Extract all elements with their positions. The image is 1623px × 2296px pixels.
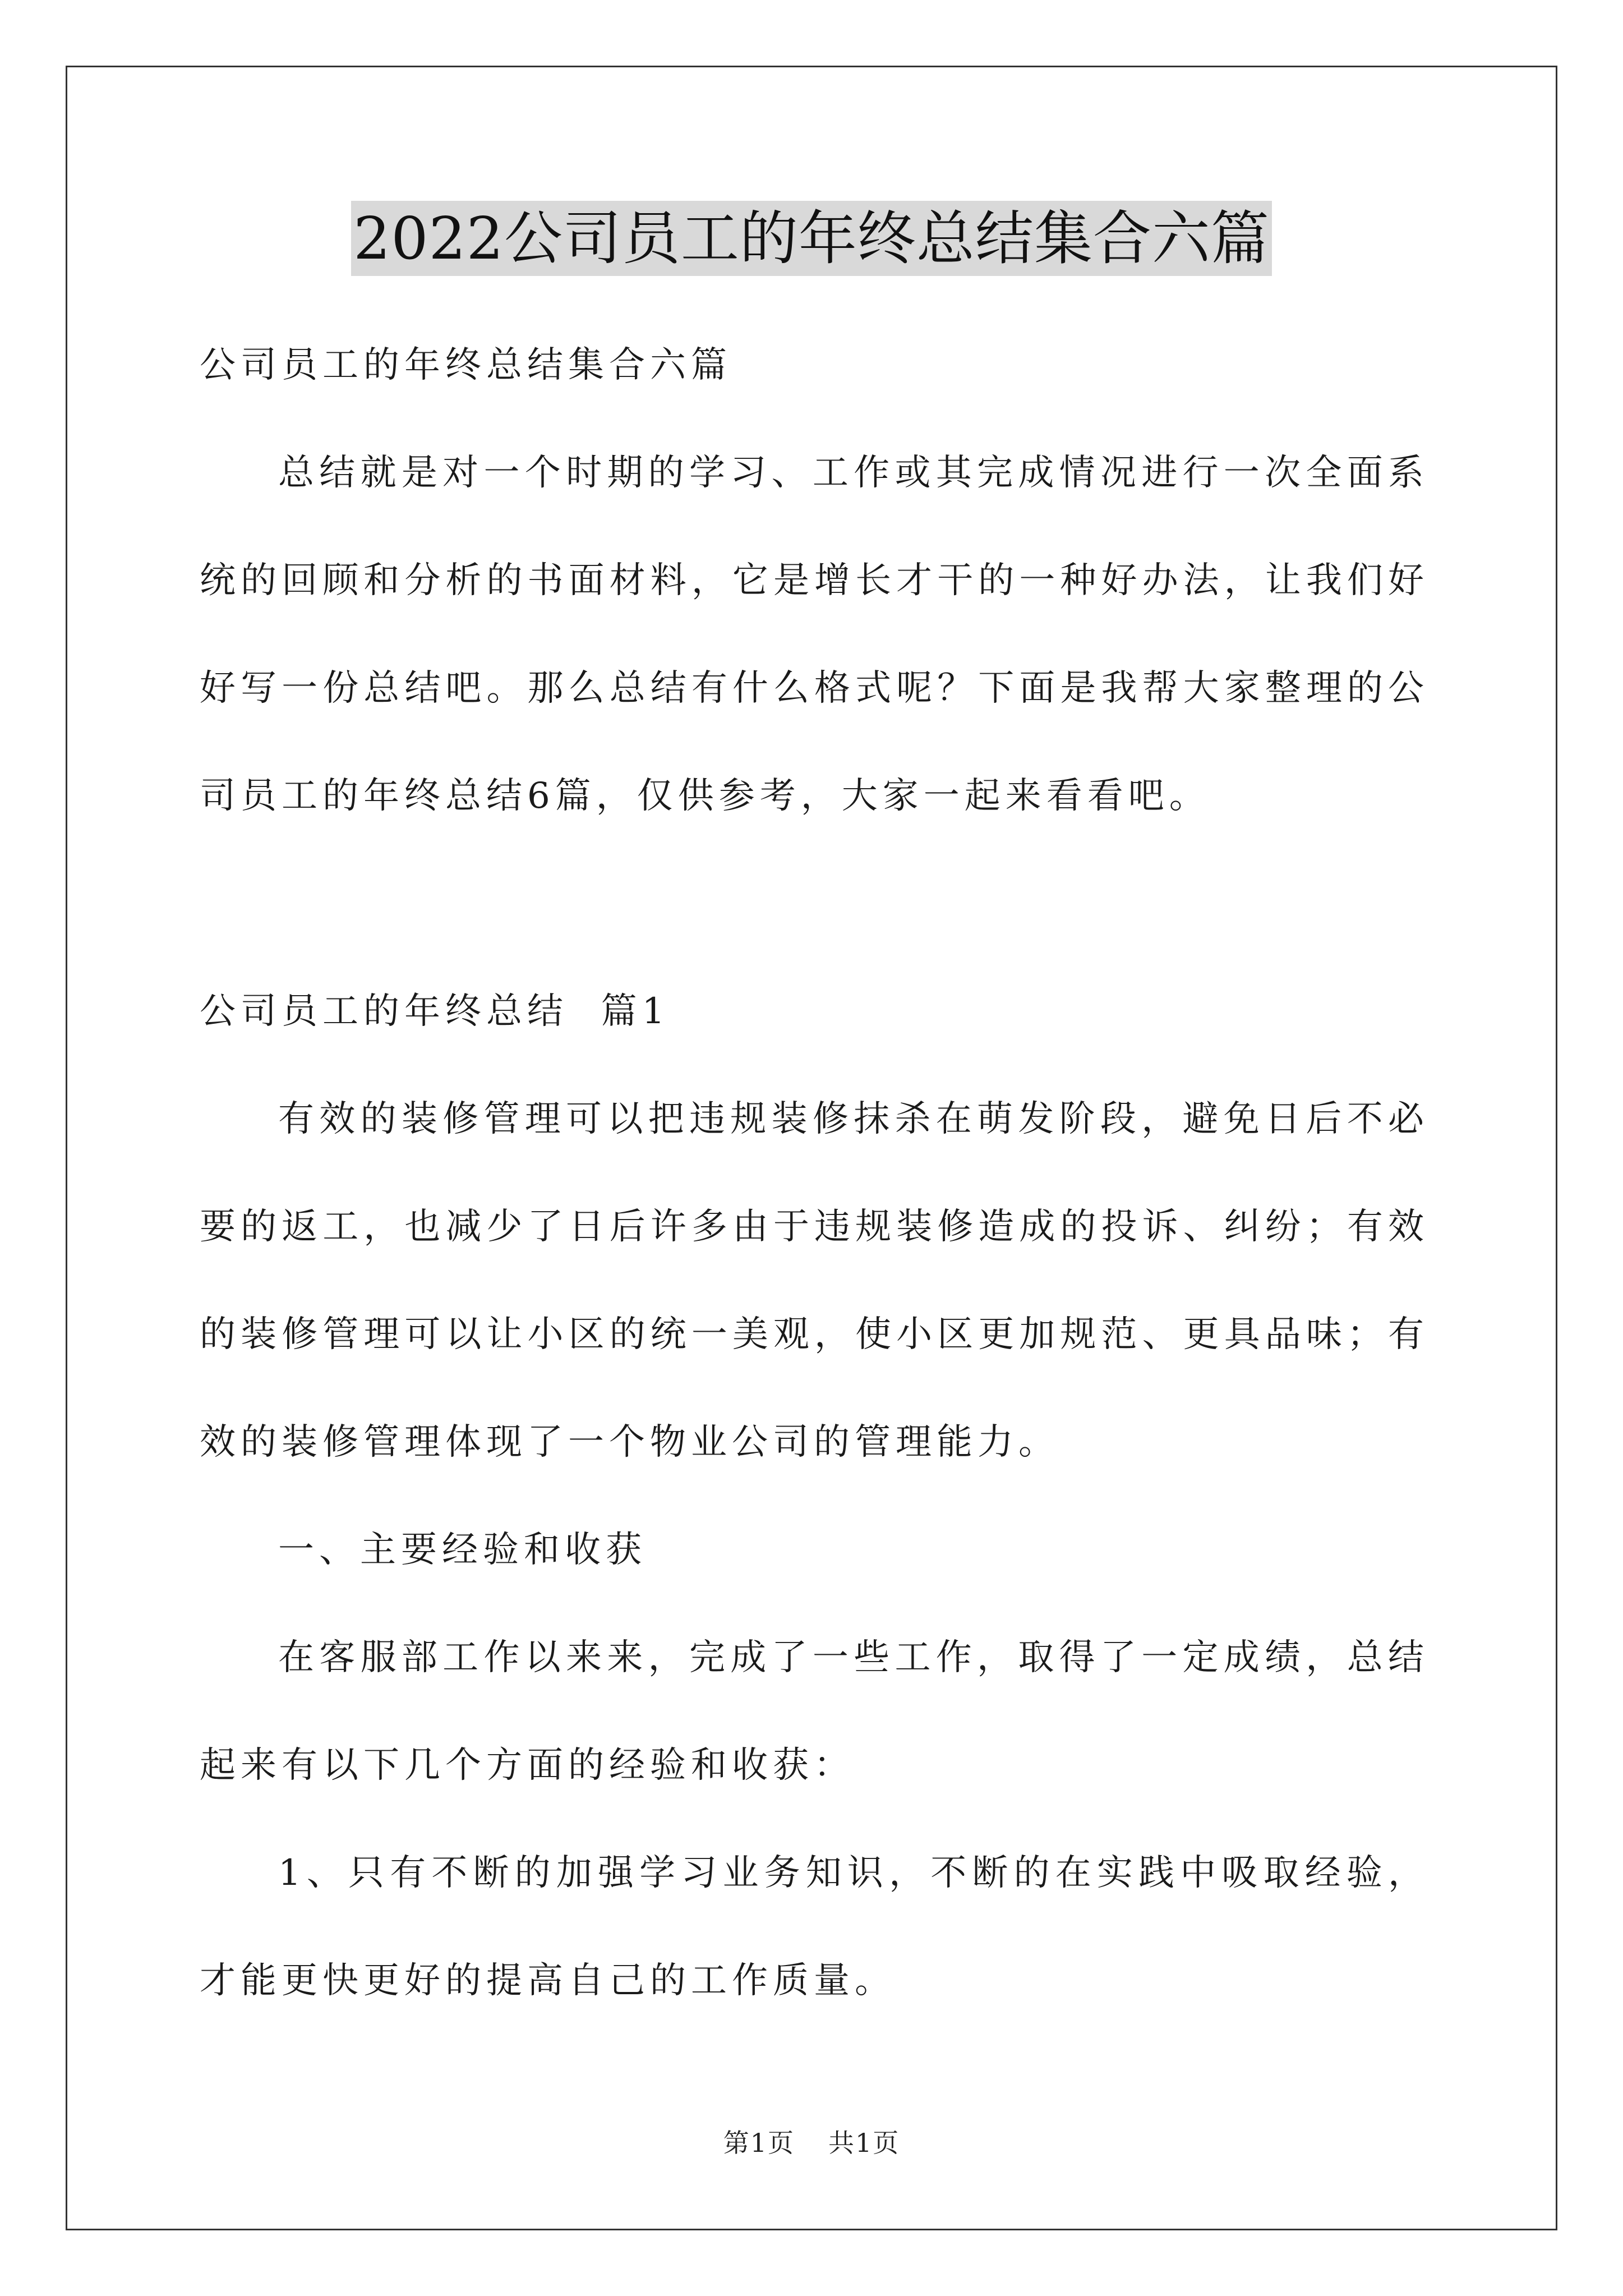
list-item-1: 1、只有不断的加强学习业务知识，不断的在实践中吸取经验，才能更快更好的提高自己的工作质量。 xyxy=(200,1852,1429,2001)
page-footer xyxy=(0,2126,1623,2160)
document-body xyxy=(200,311,1429,2035)
page-number: 第1页 xyxy=(723,2128,795,2158)
page-total: 共1页 xyxy=(828,2128,900,2158)
document-subtitle: 公司员工的年终总结集合六篇 xyxy=(200,344,732,386)
document-title: 2022公司员工的年终总结集合六篇 xyxy=(351,201,1272,276)
subheading-experience: 一、主要经验和收获 xyxy=(278,1529,647,1571)
section-paragraph-1: 有效的装修管理可以把违规装修抹杀在萌发阶段，避免日后不必要的返工，也减少了日后许多由于违规装修造成的投诉、纠纷；有效的装修管理可以让小区的统一美观，使小区更加规范、更具品味；有效的装修管理体现了一个物业公司的管理能力。 xyxy=(200,1098,1429,1463)
section-paragraph-2: 在客服部工作以来来，完成了一些工作，取得了一定成绩，总结起来有以下几个方面的经验和收获： xyxy=(200,1637,1429,1786)
intro-paragraph: 总结就是对一个时期的学习、工作或其完成情况进行一次全面系统的回顾和分析的书面材料，它是增长才干的一种好办法，让我们好好写一份总结吧。那么总结有什么格式呢？下面是我帮大家整理的公司员工的年终总结6篇，仅供参考，大家一起来看看吧。 xyxy=(200,452,1429,817)
title-wrapper xyxy=(0,201,1623,276)
section-heading: 公司员工的年终总结 篇1 xyxy=(200,991,670,1032)
